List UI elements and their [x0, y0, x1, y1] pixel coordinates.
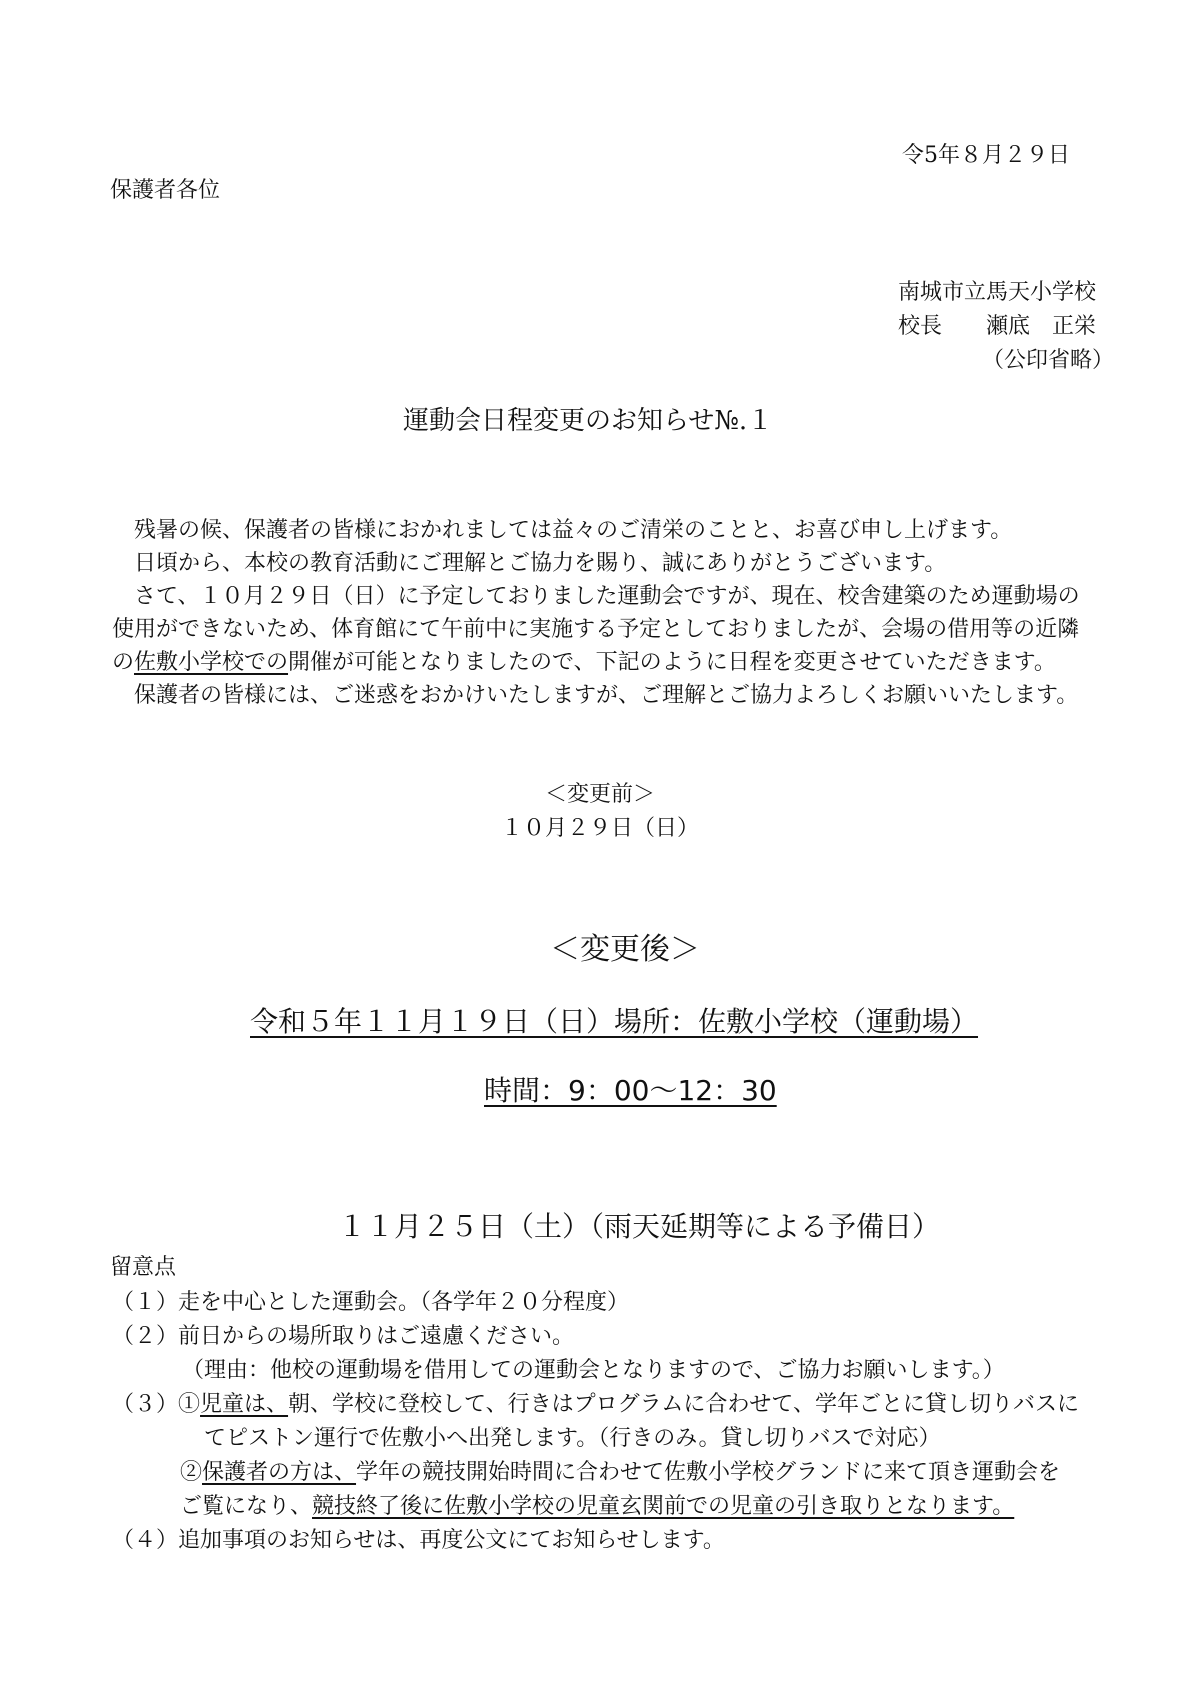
- note-item-3a-number: ①: [178, 1392, 201, 1417]
- before-date: １０月２９日（日）: [500, 816, 699, 841]
- reserve-day: １１月２５日（土）（雨天延期等による予備日）: [338, 1210, 941, 1243]
- recipient: 保護者各位: [110, 178, 221, 203]
- body-line-5: [112, 646, 1092, 679]
- body-line-3: さて、１０月２９日（日）に予定しておりました運動会ですが、現在、校舎建築のため運動場の: [134, 584, 1080, 609]
- principal-name: 瀬底 正栄: [986, 314, 1097, 339]
- body-line-4: 使用ができないため、体育館にて午前中に実施する予定としておりましたが、会場の借用等の近隣: [112, 617, 1080, 642]
- note-item-3b-continued: [180, 1494, 1014, 1520]
- note-item-3b-cont-pre: ご覧になり、: [180, 1494, 313, 1519]
- note-item-4: （４）追加事項のお知らせは、再度公文にてお知らせします。: [112, 1528, 725, 1553]
- after-time: 時間：9：00～12：30: [484, 1074, 777, 1107]
- note-item-2: （２）前日からの場所取りはご遠慮ください。: [112, 1324, 575, 1349]
- after-heading: ＜変更後＞: [550, 932, 700, 967]
- note-item-3b-number: ②: [180, 1460, 203, 1485]
- before-heading: ＜変更前＞: [544, 782, 655, 807]
- body-line-5-pre: の: [112, 650, 135, 675]
- body-line-6: 保護者の皆様には、ご迷惑をおかけいたしますが、ご理解とご協力よろしくお願いいたします。: [134, 683, 1079, 708]
- note-item-2-reason: （理由：他校の運動場を借用しての運動会となりますので、ご協力お願いします。）: [182, 1358, 1005, 1383]
- school-name: 南城市立馬天小学校: [898, 280, 1097, 305]
- body-line-5-post: 開催が可能となりましたので、下記のように日程を変更させていただきます。: [288, 650, 1056, 675]
- note-item-3b: [180, 1460, 1060, 1486]
- note-item-1: （１）走を中心とした運動会。（各学年２０分程度）: [112, 1290, 630, 1315]
- note-item-3a-subject: 児童は、: [200, 1392, 289, 1417]
- note-item-3-label: （３）: [112, 1392, 179, 1417]
- after-date-place: 令和５年１１月１９日（日）場所：佐敷小学校（運動場）: [250, 1005, 979, 1038]
- body-line-2: 日頃から、本校の教育活動にご理解とご協力を賜り、誠にありがとうございます。: [134, 551, 947, 576]
- note-item-3b-text: 学年の競技開始時間に合わせて佐敷小学校グランドに来て頂き運動会を: [356, 1460, 1061, 1485]
- issue-date: 令5年８月２９日: [902, 143, 1070, 168]
- body-line-5-venue: 佐敷小学校での: [134, 650, 289, 675]
- principal-title: 校長: [898, 314, 943, 339]
- note-item-3a-text: 朝、学校に登校して、行きはプログラムに合わせて、学年ごとに貸し切りバスに: [288, 1392, 1079, 1417]
- note-item-3: [112, 1392, 1079, 1418]
- body-line-1: 残暑の候、保護者の皆様におかれましては益々のご清栄のことと、お喜び申し上げます。: [134, 518, 1013, 543]
- seal-note: （公印省略）: [982, 348, 1115, 373]
- note-item-3b-subject: 保護者の方は、: [202, 1460, 357, 1485]
- note-item-3b-pickup: 競技終了後に佐敷小学校の児童玄関前での児童の引き取りとなります。: [312, 1494, 1015, 1519]
- notes-heading: 留意点: [110, 1255, 177, 1280]
- note-item-3a-continued: てピストン運行で佐敷小へ出発します。（行きのみ。貸し切りバスで対応）: [204, 1426, 941, 1451]
- document-title: 運動会日程変更のお知らせ№.１: [403, 406, 774, 436]
